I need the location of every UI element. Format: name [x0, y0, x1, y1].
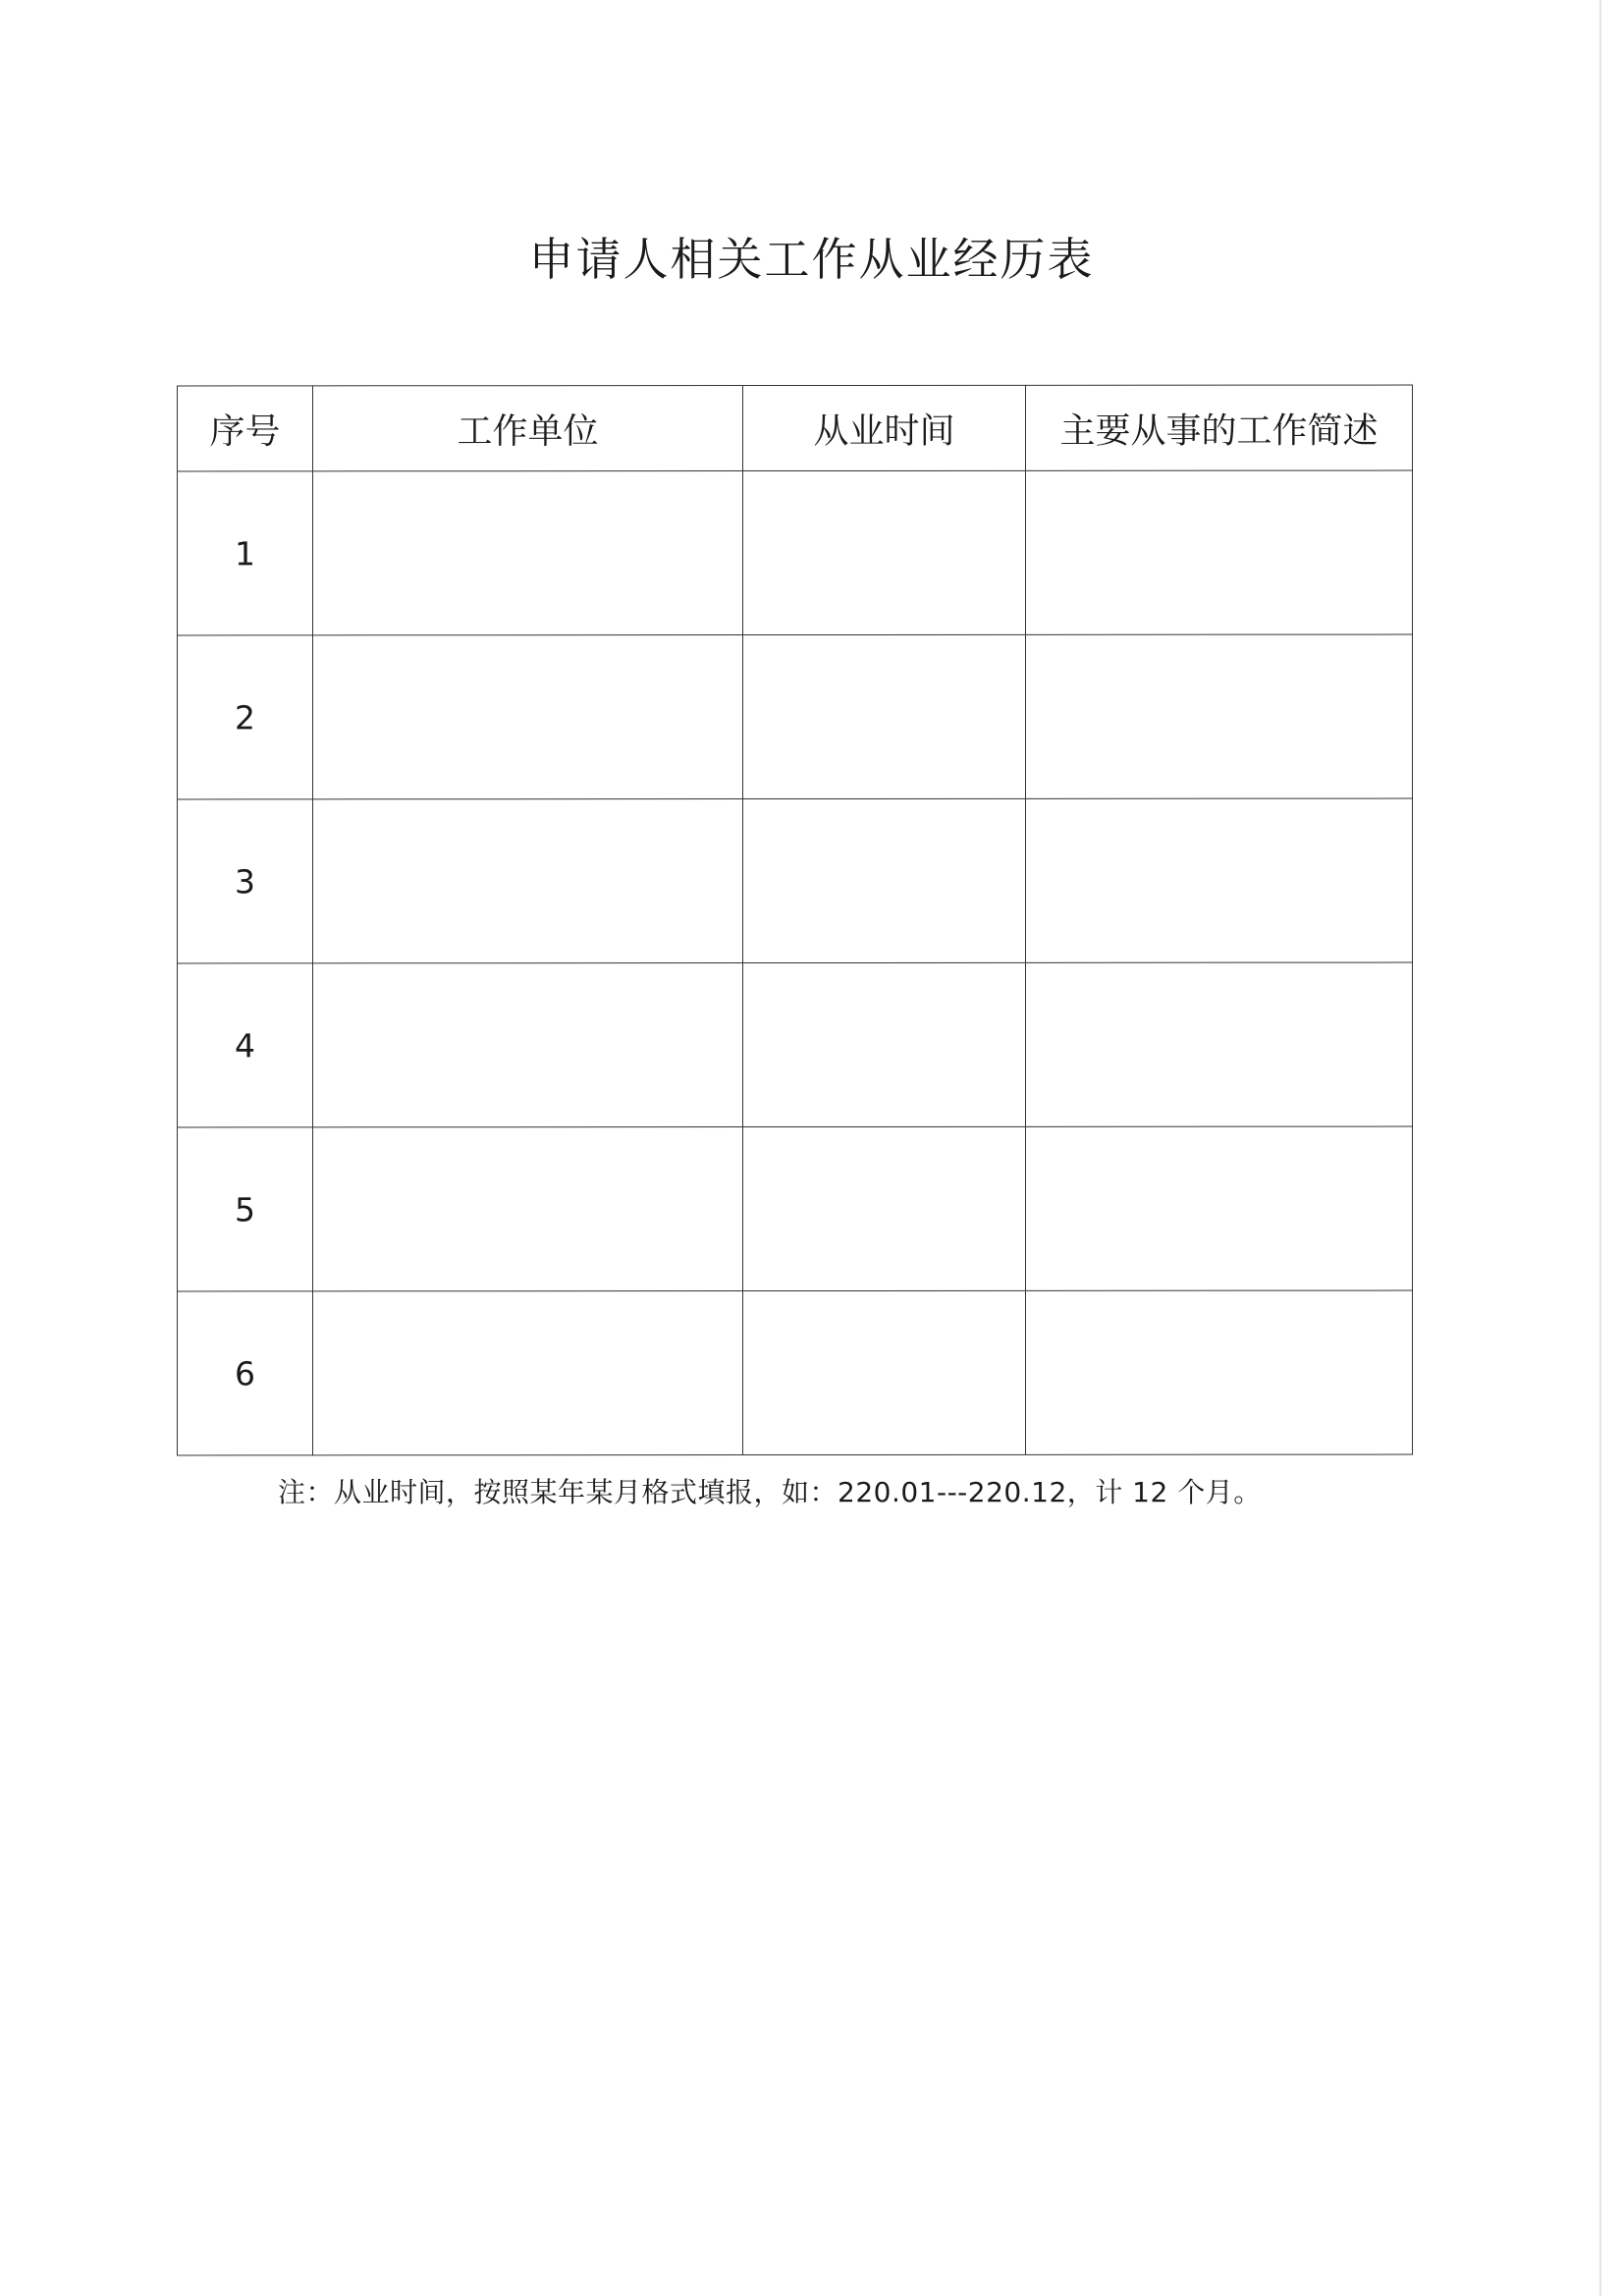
row-index: 2: [178, 635, 313, 799]
employer-cell[interactable]: [313, 471, 743, 635]
row-index: 4: [178, 963, 313, 1127]
employer-cell[interactable]: [313, 799, 743, 963]
employer-cell[interactable]: [313, 635, 743, 799]
row-index: 1: [178, 471, 313, 635]
description-cell[interactable]: [1026, 1290, 1413, 1454]
header-employer: 工作单位: [313, 386, 743, 471]
employer-cell[interactable]: [313, 963, 743, 1127]
description-cell[interactable]: [1026, 634, 1413, 798]
employer-cell[interactable]: [313, 1127, 743, 1291]
footnote: 注：从业时间，按照某年某月格式填报，如：220.01---220.12，计 12 个月。: [278, 1476, 1262, 1508]
row-index: 6: [178, 1291, 313, 1455]
page-title: 申请人相关工作从业经历表: [528, 233, 1095, 286]
period-cell[interactable]: [743, 470, 1026, 634]
description-cell[interactable]: [1026, 962, 1413, 1126]
row-index: 3: [178, 799, 313, 963]
table-row: [178, 634, 1413, 799]
table-row: [178, 470, 1413, 635]
table-row: [178, 798, 1413, 963]
header-index: 序号: [178, 386, 313, 471]
period-cell[interactable]: [743, 798, 1026, 962]
row-index: 5: [178, 1127, 313, 1291]
description-cell[interactable]: [1026, 470, 1413, 634]
page-edge-line: [1599, 0, 1601, 2296]
table-header-row: [178, 385, 1413, 471]
table-row: [178, 1290, 1413, 1455]
period-cell[interactable]: [743, 1126, 1026, 1290]
employer-cell[interactable]: [313, 1291, 743, 1455]
table-row: [178, 1126, 1413, 1291]
description-cell[interactable]: [1026, 1126, 1413, 1290]
period-cell[interactable]: [743, 634, 1026, 798]
period-cell[interactable]: [743, 962, 1026, 1126]
period-cell[interactable]: [743, 1290, 1026, 1454]
table-row: [178, 962, 1413, 1127]
header-description: 主要从事的工作简述: [1026, 385, 1413, 470]
header-period: 从业时间: [743, 385, 1026, 470]
work-history-table: [177, 385, 1413, 1456]
description-cell[interactable]: [1026, 798, 1413, 962]
